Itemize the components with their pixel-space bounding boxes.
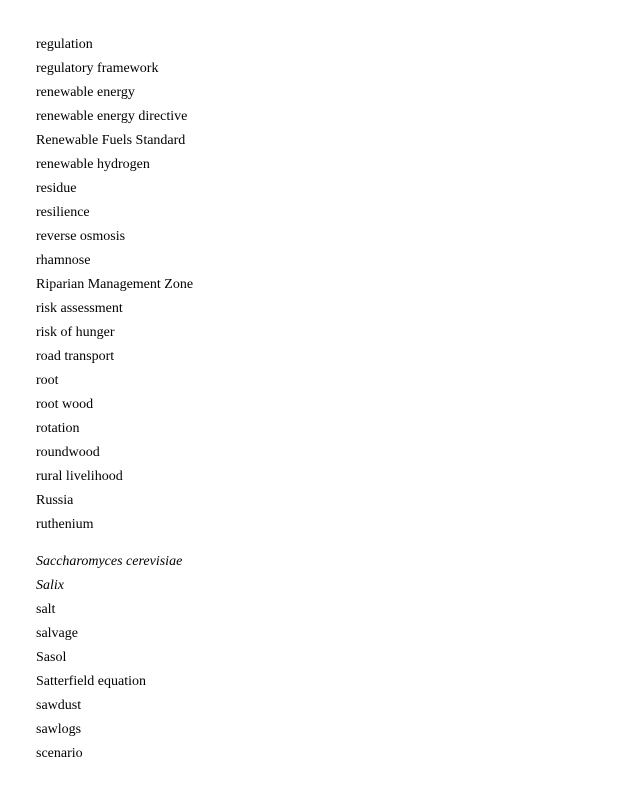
index-entry: ruthenium <box>36 517 94 532</box>
index-entry: regulation <box>36 37 93 52</box>
index-entry: renewable energy <box>36 85 135 100</box>
index-entry: sawlogs <box>36 722 82 737</box>
index-entry: Renewable Fuels Standard <box>36 133 186 148</box>
index-entry: Saccharomyces cerevisiae <box>36 554 183 569</box>
index-entry: sawdust <box>36 698 82 713</box>
index-entry: renewable energy directive <box>36 109 188 124</box>
index-entry: rotation <box>36 421 80 436</box>
index-entry: Salix <box>36 578 64 593</box>
index-entry: Sasol <box>36 650 67 665</box>
index-entry: Russia <box>36 493 74 508</box>
index-entry: regulatory framework <box>36 61 159 76</box>
index-group-r <box>36 33 193 537</box>
index-entry: renewable hydrogen <box>36 157 150 172</box>
index-entry: Satterfield equation <box>36 674 147 689</box>
index-entry: root wood <box>36 397 94 412</box>
index-entry: root <box>36 373 59 388</box>
index-entry: salt <box>36 602 56 617</box>
index-entry: rhamnose <box>36 253 91 268</box>
index-entry: salvage <box>36 626 78 641</box>
index-group-s <box>36 550 182 766</box>
index-entry: resilience <box>36 205 90 220</box>
index-entry: Riparian Management Zone <box>36 277 194 292</box>
index-entry: reverse osmosis <box>36 229 126 244</box>
index-entry: roundwood <box>36 445 100 460</box>
index-entry: risk assessment <box>36 301 123 316</box>
index-entry: residue <box>36 181 77 196</box>
index-entry: rural livelihood <box>36 469 123 484</box>
index-entry: risk of hunger <box>36 325 115 340</box>
index-entry: scenario <box>36 746 83 761</box>
index-entry: road transport <box>36 349 115 364</box>
